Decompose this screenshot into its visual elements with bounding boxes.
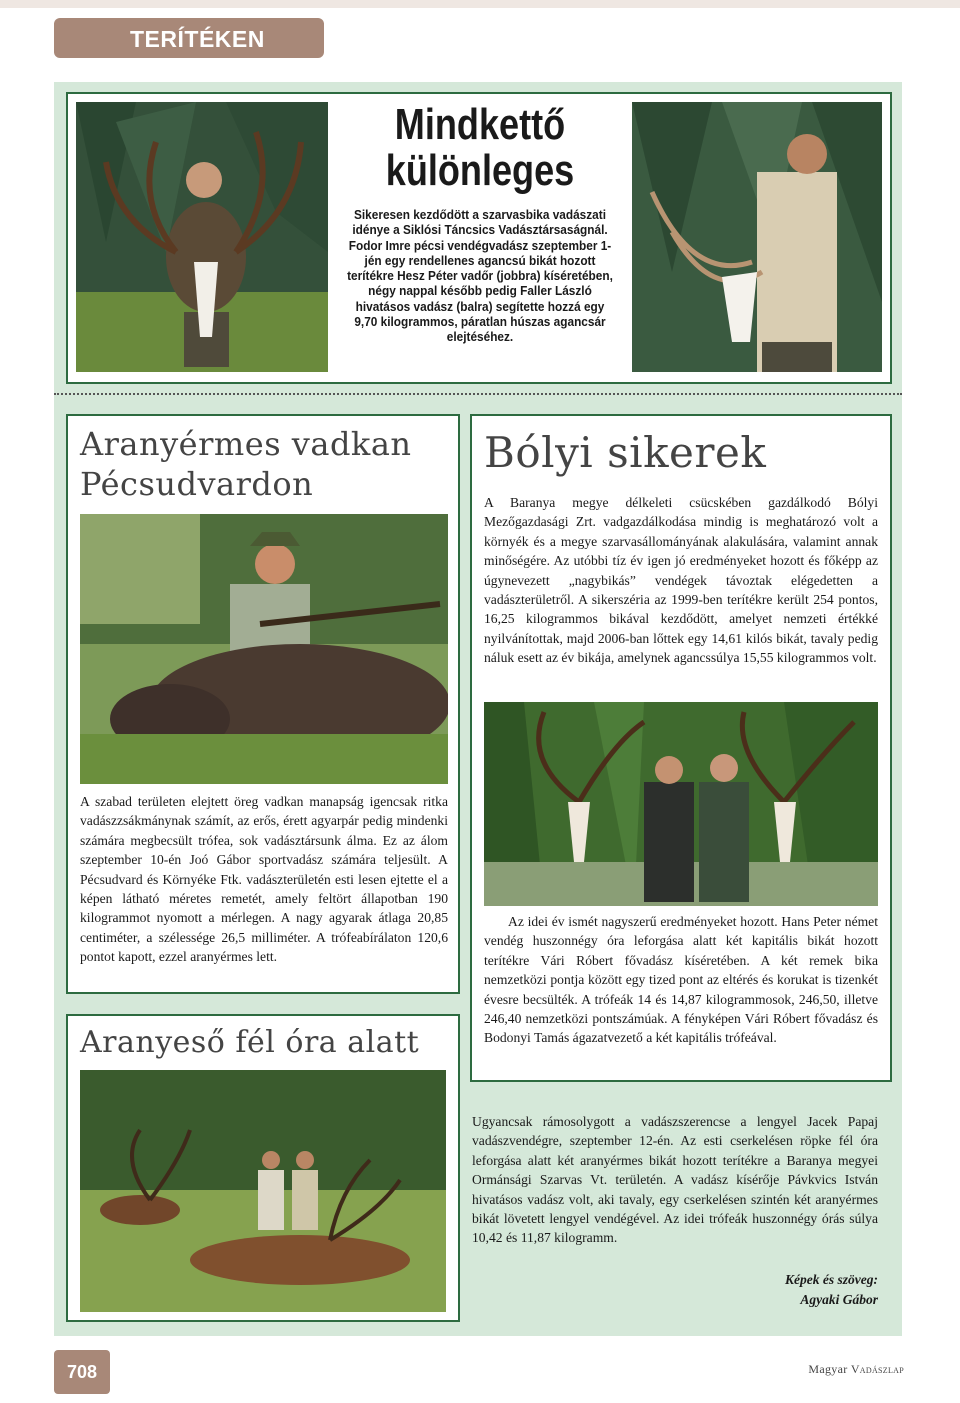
boar-title-line-1: Aranyérmes vadkan bbox=[80, 425, 412, 463]
photo-golden-stags bbox=[80, 1070, 446, 1312]
credit bbox=[660, 1270, 878, 1310]
golden-title: Aranyeső fél óra alatt bbox=[80, 1025, 420, 1060]
page-number: 708 bbox=[54, 1350, 110, 1394]
boar-title-line-2: Pécsudvardon bbox=[80, 465, 314, 503]
credit-line-1: Képek és szöveg: bbox=[785, 1272, 878, 1287]
bolyi-title: Bólyi sikerek bbox=[484, 428, 767, 477]
headline-line-2: különleges bbox=[385, 146, 575, 195]
photo-hunter-with-antlers-right bbox=[632, 102, 882, 372]
top-headline bbox=[357, 102, 603, 194]
credit-line-2: Agyaki Gábor bbox=[800, 1292, 878, 1307]
top-rule bbox=[0, 0, 960, 8]
magazine-word-1: Magyar bbox=[808, 1362, 848, 1376]
magazine-name bbox=[740, 1362, 904, 1377]
headline-line-1: Mindkettő bbox=[394, 100, 566, 149]
photo-boar-trophy bbox=[80, 514, 448, 784]
photo-hunter-with-antlers-left bbox=[76, 102, 328, 372]
bolyi-body-1: A Baranya megye délkeleti csücskében gazdálkodó Bólyi Mezőgazdasági Zrt. vadgazdálkodása mindig is meghatározó volt a környék és a megye szarvasállományának alakulására, valamint annak minőségére. Az utóbbi tíz év igen jó eredményeket hozott és főképp az úgynevezett „nagybikás” vendégek távoztak elégedetten a vadászterületről. A sikerszéria az 1999-ben terítékre került 254 pontos, 16,25 kilogrammos bikával kezdődött, amelyet nemzeti értékké nyilvánítottak, majd 2006-ban lőttek egy 14,61 kilós bikát, tavaly pedig náluk esett az év bikája, amelynek agancssúlya 15,55 kilogrammos volt. bbox=[484, 495, 878, 666]
section-tab: TERÍTÉKEN bbox=[54, 18, 324, 58]
photo-two-trophies bbox=[484, 702, 878, 906]
section-divider bbox=[54, 393, 902, 395]
golden-body: Ugyancsak rámosolygott a vadászszerencse a lengyel Jacek Papaj vadászvendégre, szeptember 12-én. Az esti cserkelésen röpke fél óra leforgása alatt két aranyérmes bikát hozott terítékre a Baranya megyei Ormánsági Szarvas Vt. területén. A vadász kísérője Pávkvics István hivatásos vadász volt, aki tavaly, egy cserkelésen szintén két aranyérmes bikát lövetett lengyel vendégével. Az idei trófeák huszonnégy órás súlya 10,42 és 11,87 kilogramm. bbox=[472, 1114, 878, 1246]
boar-title bbox=[80, 424, 450, 504]
bolyi-body-2: Az idei év ismét nagyszerű eredményeket hozott. Hans Peter német vendég huszonnégy óra leforgása alatt két kapitális bikát hozott terítékre Vári Róbert fővadász kíséretében. A két remek bika nemzetközi pontja között egy tized pont az eltérés és korukat is tizenkét évesre becsülték. A trófeák 14 és 14,87 kilogrammosok, 246,50, illetve 246,40 nemzetközi pontszámúak. A fényképen Vári Róbert fővadász és Bodonyi Tamás ágazatvezető a két kapitális trófeával. bbox=[484, 914, 878, 1046]
magazine-word-2: Vadászlap bbox=[850, 1362, 904, 1376]
boar-body: A szabad területen elejtett öreg vadkan manapság igencsak ritka vadászzsákmánynak számít, az erős, érett agyarpár pedig mindenki számára megbecsült trófea, sok vadásztársunk álma. Ez az álom szeptember 10-én Joó Gábor sportvadász számára teljesült. A Pécsudvard és Környéke Ftk. vadászterületén esti lesen ejtette el a képen látható méretes remetét, amely feltört állapotban 190 kilogrammot nyomott a mérlegen. A nagy agyarak átlaga 20,85 centiméter, a szélessége 26,5 milliméter. A trófeabírálaton 120,6 pontot kapott, ezzel aranyérmes lett. bbox=[80, 794, 448, 965]
top-caption: Sikeresen kezdődött a szarvasbika vadászati idénye a Siklósi Táncsics Vadásztársaságnál. Fodor Imre pécsi vendégvadász szeptember 1-jén egy rendellenes agancsú bikát hozott terítékre Hesz Péter vadőr (jobbra) kíséretében, négy nappal később pedig Faller László hivatásos vadász (balra) segítette hozzá egy 9,70 kilogrammos, páratlan húszas agancsár elejtéséhez. bbox=[347, 208, 613, 345]
